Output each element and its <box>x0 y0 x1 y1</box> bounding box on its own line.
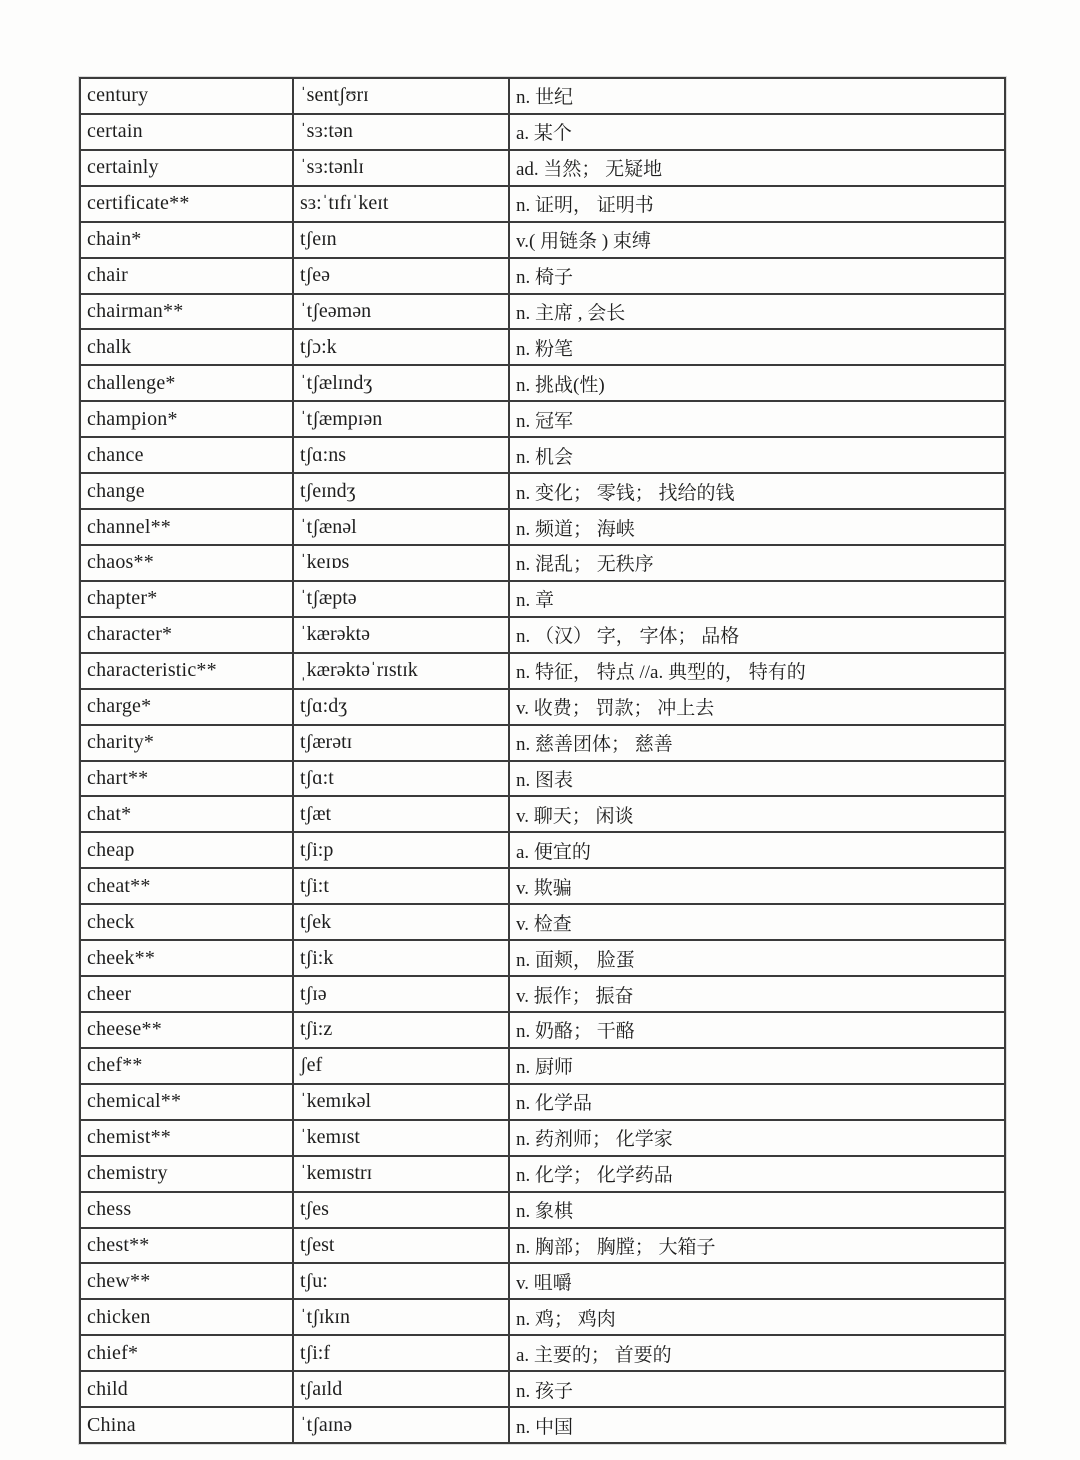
word-cell: chalk <box>81 330 294 364</box>
meaning-cell: n. 化学； 化学药品 <box>516 1165 673 1187</box>
meaning-cell: n. 鸡； 鸡肉 <box>516 1308 616 1330</box>
ipa-cell: tʃes <box>294 1193 510 1227</box>
word-cell: charity* <box>81 726 294 760</box>
meaning-cell: n. （汉） 字， 字体； 品格 <box>516 626 740 648</box>
table-row <box>81 1193 1004 1229</box>
word-cell: character* <box>81 618 294 652</box>
meaning-cell: v. 振作； 振奋 <box>516 985 634 1007</box>
meaning-cell: n. 奶酪； 干酪 <box>516 1021 635 1043</box>
table-row <box>81 510 1004 546</box>
ipa-cell: sɜ:ˈtɪfɪˈkeɪt <box>294 187 510 221</box>
word-cell: champion* <box>81 402 294 436</box>
ipa-cell: tʃi:k <box>294 941 510 975</box>
table-row <box>81 330 1004 366</box>
table-row <box>81 223 1004 259</box>
meaning-cell: n. 面颊， 脸蛋 <box>516 949 635 971</box>
word-cell: chew** <box>81 1264 294 1298</box>
ipa-cell: tʃi:f <box>294 1336 510 1370</box>
meaning-cell: n. 化学品 <box>516 1093 593 1115</box>
meaning-cell: n. 挑战(性) <box>516 374 605 396</box>
table-row <box>81 797 1004 833</box>
ipa-cell: tʃæt <box>294 797 510 831</box>
meaning-cell: a. 便宜的 <box>516 841 591 863</box>
ipa-cell: tʃek <box>294 905 510 939</box>
meaning-cell: ad. 当然； 无疑地 <box>516 159 663 181</box>
table-row <box>81 905 1004 941</box>
table-row <box>81 1013 1004 1049</box>
ipa-cell: tʃɪə <box>294 977 510 1011</box>
ipa-cell: tʃeɪndʒ <box>294 474 510 508</box>
table-row <box>81 438 1004 474</box>
word-cell: chance <box>81 438 294 472</box>
ipa-cell: tʃest <box>294 1229 510 1263</box>
ipa-cell: ˈtʃaɪnə <box>294 1408 510 1442</box>
meaning-cell: v. 收费； 罚款； 冲上去 <box>516 698 715 720</box>
table-row <box>81 79 1004 115</box>
ipa-cell: tʃɔ:k <box>294 330 510 364</box>
meaning-cell: n. 慈善团体； 慈善 <box>516 734 673 756</box>
ipa-cell: tʃi:z <box>294 1013 510 1047</box>
ipa-cell: tʃi:p <box>294 833 510 867</box>
ipa-cell: ˈtʃælɪndʒ <box>294 366 510 400</box>
ipa-cell: ˈtʃeəmən <box>294 295 510 329</box>
table-row <box>81 1121 1004 1157</box>
meaning-cell: n. 椅子 <box>516 267 574 289</box>
word-cell: chemical** <box>81 1085 294 1119</box>
meaning-cell: n. 机会 <box>516 446 574 468</box>
ipa-cell: ˈtʃɪkɪn <box>294 1300 510 1334</box>
word-cell: China <box>81 1408 294 1442</box>
ipa-cell: tʃeə <box>294 259 510 293</box>
word-cell: chief* <box>81 1336 294 1370</box>
table-row <box>81 259 1004 295</box>
meaning-cell: a. 某个 <box>516 123 572 145</box>
table-row <box>81 833 1004 869</box>
word-cell: chain* <box>81 223 294 257</box>
table-row <box>81 690 1004 726</box>
table-row <box>81 941 1004 977</box>
table-row <box>81 474 1004 510</box>
table-row <box>81 1336 1004 1372</box>
table-row <box>81 366 1004 402</box>
ipa-cell: tʃeɪn <box>294 223 510 257</box>
meaning-cell: n. 章 <box>516 590 555 612</box>
word-cell: chemistry <box>81 1157 294 1191</box>
meaning-cell: n. 频道； 海峡 <box>516 518 635 540</box>
word-cell: charge* <box>81 690 294 724</box>
table-row <box>81 1264 1004 1300</box>
ipa-cell: ˌkærəktəˈrɪstɪk <box>294 654 510 688</box>
ipa-cell: tʃɑ:dʒ <box>294 690 510 724</box>
word-cell: century <box>81 79 294 113</box>
meaning-cell: v. 欺骗 <box>516 877 572 899</box>
word-cell: chef** <box>81 1049 294 1083</box>
ipa-cell: ˈtʃæptə <box>294 582 510 616</box>
table-row <box>81 187 1004 223</box>
meaning-cell: n. 主席 , 会长 <box>516 302 626 324</box>
ipa-cell: tʃi:t <box>294 869 510 903</box>
ipa-cell: ˈkemɪst <box>294 1121 510 1155</box>
meaning-cell: v. 检查 <box>516 913 572 935</box>
word-cell: chapter* <box>81 582 294 616</box>
word-cell: check <box>81 905 294 939</box>
table-row <box>81 1049 1004 1085</box>
meaning-cell: n. 厨师 <box>516 1057 574 1079</box>
ipa-cell: tʃaɪld <box>294 1372 510 1406</box>
word-cell: cheap <box>81 833 294 867</box>
meaning-cell: n. 药剂师； 化学家 <box>516 1129 673 1151</box>
meaning-cell: n. 胸部； 胸膛； 大箱子 <box>516 1236 716 1258</box>
word-cell: cheer <box>81 977 294 1011</box>
word-cell: certainly <box>81 151 294 185</box>
word-cell: certificate** <box>81 187 294 221</box>
table-row <box>81 654 1004 690</box>
word-cell: change <box>81 474 294 508</box>
vocab-table <box>79 77 1006 1444</box>
ipa-cell: ˈtʃæmpɪən <box>294 402 510 436</box>
word-cell: channel** <box>81 510 294 544</box>
meaning-cell: n. 特征， 特点 //a. 典型的， 特有的 <box>516 662 806 684</box>
meaning-cell: a. 主要的； 首要的 <box>516 1344 672 1366</box>
ipa-cell: ˈkemɪkəl <box>294 1085 510 1119</box>
word-cell: chairman** <box>81 295 294 329</box>
meaning-cell: n. 孩子 <box>516 1380 574 1402</box>
meaning-cell: v. 咀嚼 <box>516 1272 572 1294</box>
word-cell: chicken <box>81 1300 294 1334</box>
ipa-cell: tʃærətɪ <box>294 726 510 760</box>
meaning-cell: n. 冠军 <box>516 410 574 432</box>
ipa-cell: ˈtʃænəl <box>294 510 510 544</box>
word-cell: chest** <box>81 1229 294 1263</box>
table-row <box>81 151 1004 187</box>
ipa-cell: tʃɑ:ns <box>294 438 510 472</box>
ipa-cell: ˈkeɪɒs <box>294 546 510 580</box>
word-cell: chess <box>81 1193 294 1227</box>
word-cell: chat* <box>81 797 294 831</box>
table-row <box>81 115 1004 151</box>
ipa-cell: ˈkærəktə <box>294 618 510 652</box>
table-row <box>81 1229 1004 1265</box>
meaning-cell: n. 混乱； 无秩序 <box>516 554 654 576</box>
word-cell: cheek** <box>81 941 294 975</box>
ipa-cell: ˈsɜ:tən <box>294 115 510 149</box>
table-row <box>81 582 1004 618</box>
word-cell: child <box>81 1372 294 1406</box>
meaning-cell: n. 粉笔 <box>516 338 574 360</box>
ipa-cell: tʃu: <box>294 1264 510 1298</box>
word-cell: characteristic** <box>81 654 294 688</box>
word-cell: certain <box>81 115 294 149</box>
table-row <box>81 726 1004 762</box>
word-cell: chemist** <box>81 1121 294 1155</box>
table-row <box>81 1300 1004 1336</box>
meaning-cell: n. 变化； 零钱； 找给的钱 <box>516 482 735 504</box>
word-cell: chart** <box>81 762 294 796</box>
word-cell: cheat** <box>81 869 294 903</box>
meaning-cell: n. 证明， 证明书 <box>516 195 654 217</box>
meaning-cell: n. 世纪 <box>516 87 574 109</box>
meaning-cell: n. 象棋 <box>516 1201 574 1223</box>
table-row <box>81 1372 1004 1408</box>
table-row <box>81 1085 1004 1121</box>
word-cell: challenge* <box>81 366 294 400</box>
table-row <box>81 402 1004 438</box>
word-cell: cheese** <box>81 1013 294 1047</box>
table-row <box>81 546 1004 582</box>
word-cell: chair <box>81 259 294 293</box>
table-row <box>81 762 1004 798</box>
table-row <box>81 295 1004 331</box>
table-row <box>81 1157 1004 1193</box>
table-row <box>81 618 1004 654</box>
meaning-cell: v. 聊天； 闲谈 <box>516 805 634 827</box>
ipa-cell: tʃɑ:t <box>294 762 510 796</box>
meaning-cell: v.( 用链条 ) 束缚 <box>516 231 651 253</box>
table-row <box>81 869 1004 905</box>
ipa-cell: ˈkemɪstrɪ <box>294 1157 510 1191</box>
meaning-cell: n. 中国 <box>516 1416 574 1438</box>
word-cell: chaos** <box>81 546 294 580</box>
table-row <box>81 977 1004 1013</box>
ipa-cell: ʃef <box>294 1049 510 1083</box>
ipa-cell: ˈsɜ:tənlɪ <box>294 151 510 185</box>
meaning-cell: n. 图表 <box>516 769 574 791</box>
table-row <box>81 1408 1004 1442</box>
ipa-cell: ˈsentʃʊrɪ <box>294 79 510 113</box>
